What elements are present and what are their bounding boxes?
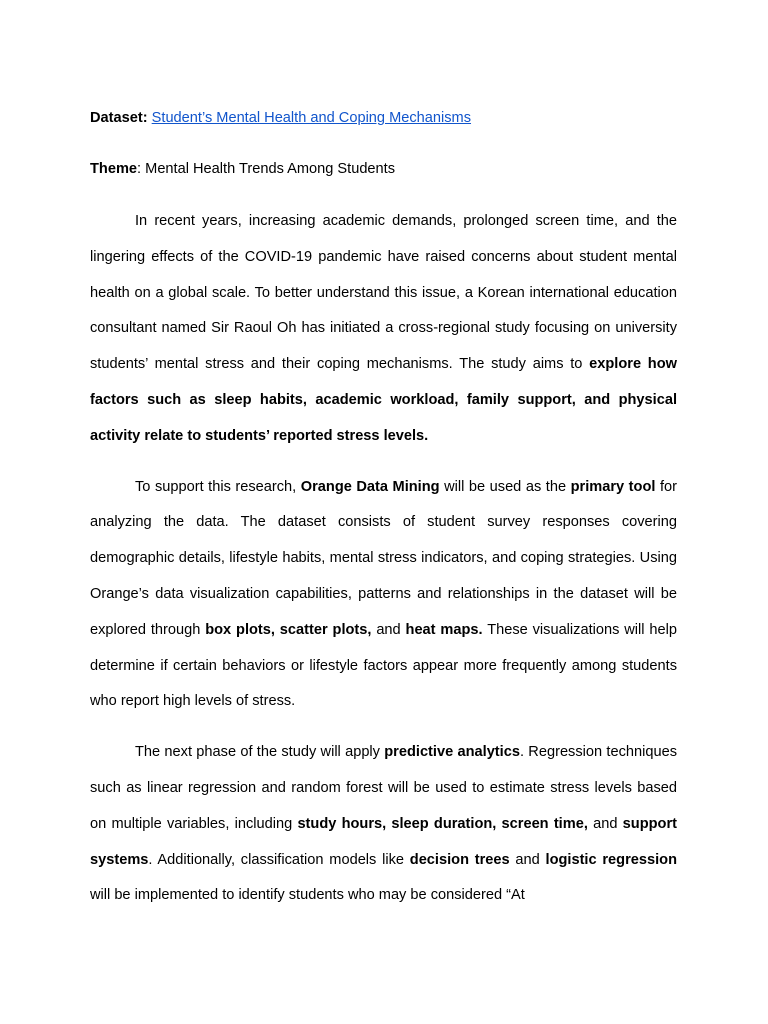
text-run: To support this research, [135,478,301,495]
paragraph [90,470,677,721]
text-run: and [509,851,546,868]
dataset-label: Dataset: [90,110,148,126]
bold-text: decision trees [409,851,510,868]
document-page [90,104,677,929]
theme-label: Theme [90,161,138,177]
dataset-link[interactable]: Student’s Mental Health and Coping Mechanisms [151,110,472,126]
text-run: . Additionally, classification models like [148,851,410,868]
dataset-line [90,104,677,132]
text-run: and [371,621,406,638]
theme-text: : Mental Health Trends Among Students [137,161,396,177]
text-run: and [587,815,623,832]
paragraph [90,735,677,914]
text-run: In recent years, increasing academic demands, prolonged screen time, and the lingering effects of the COVID-19 pandemic have raised concerns about student mental health on a global scale. To better understand this issue, a Korean international education consultant named Sir Raoul Oh has initiated a cross-regional study focusing on university students’ mental stress and their coping mechanisms. The study aims to [90,213,677,373]
theme-line [90,155,677,183]
bold-text: primary tool [570,478,656,495]
text-run: for analyzing the data. The dataset consists of student survey responses covering demographic details, lifestyle habits, mental stress indicators, and coping strategies. Using Orange’s data visualization capabilities, patterns and relationships in the dataset will be explored through [90,478,677,638]
bold-text: Orange Data Mining [300,478,440,495]
bold-text: heat maps. [405,621,483,638]
bold-text: logistic regression [545,851,677,868]
text-run: . Regression techniques such as linear regression and random forest will be used to estimate stress levels based on multiple variables, including [90,744,677,832]
bold-text: predictive analytics [384,744,520,761]
bold-text: explore how factors such as sleep habits, academic workload, family support, and physical activity relate to students’ reported stress levels. [90,356,677,444]
text-run: The next phase of the study will apply [135,744,385,761]
bold-text: support systems [90,815,677,868]
paragraph [90,204,677,455]
bold-text: box plots, scatter plots, [205,621,372,638]
bold-text: study hours, sleep duration, screen time, [297,815,588,832]
text-run: will be used as the [439,478,571,495]
text-run: will be implemented to identify students who may be considered “At [90,887,525,904]
text-run: These visualizations will help determine if certain behaviors or lifestyle factors appear more frequently among students who report high levels of stress. [90,621,677,710]
body-text [90,204,677,914]
